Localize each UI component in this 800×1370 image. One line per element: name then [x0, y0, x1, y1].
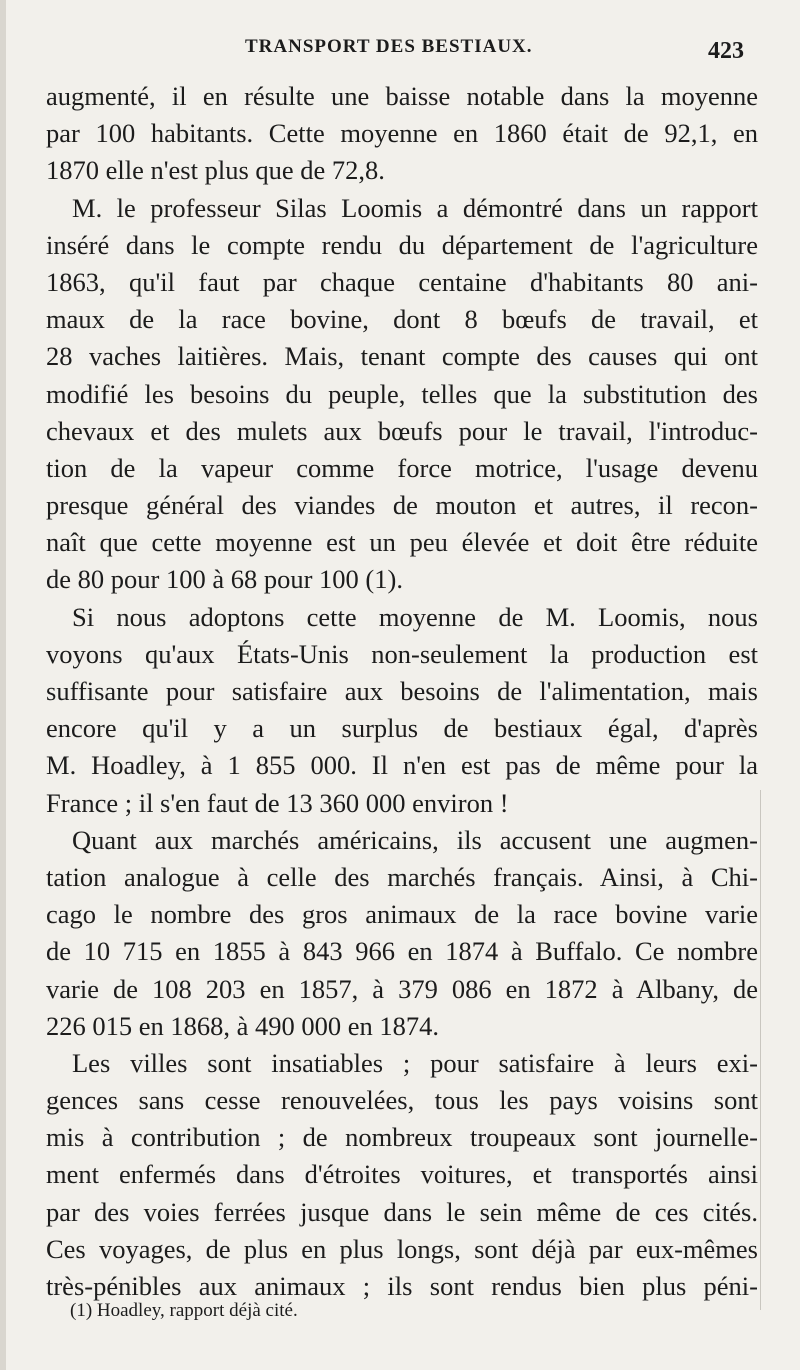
text-line: naît que cette moyenne est un peu élevée et doit être réduite	[46, 527, 758, 558]
text-line: de 10 715 en 1855 à 843 966 en 1874 à Buffalo. Ce nombre	[46, 936, 758, 967]
running-title: TRANSPORT DES BESTIAUX.	[245, 36, 533, 57]
page-edge	[0, 0, 6, 1370]
page-number: 423	[708, 38, 744, 64]
text-line: augmenté, il en résulte une baisse notable dans la moyenne	[46, 81, 758, 111]
body-text	[46, 78, 758, 1305]
text-line: 1863, qu'il faut par chaque centaine d'habitants 80 ani-	[46, 266, 758, 297]
footnote-rule	[46, 1294, 758, 1295]
text-line: Ces voyages, de plus en plus longs, sont déjà par eux-mêmes	[46, 1233, 758, 1264]
text-line: France ; il s'en faut de 13 360 000 environ !	[46, 787, 509, 818]
text-line: très-pénibles aux animaux ; ils sont rendus bien plus péni-	[46, 1271, 758, 1301]
text-line: mis à contribution ; de nombreux troupeaux sont journelle-	[46, 1122, 758, 1153]
text-line: maux de la race bovine, dont 8 bœufs de travail, et	[46, 304, 758, 335]
text-line: gences sans cesse renouvelées, tous les pays voisins sont	[46, 1085, 758, 1116]
text-line: 226 015 en 1868, à 490 000 en 1874.	[46, 1010, 440, 1041]
text-line: suffisante pour satisfaire aux besoins de l'alimentation, mais	[46, 676, 758, 706]
text-line: M. le professeur Silas Loomis a démontré dans un rapport	[72, 192, 758, 223]
text-line: presque général des viandes de mouton et autres, il recon-	[46, 490, 758, 521]
text-line: de 80 pour 100 à 68 pour 100 (1).	[46, 564, 403, 595]
text-line: 28 vaches laitières. Mais, tenant compte des causes qui ont	[46, 341, 758, 372]
text-line: cago le nombre des gros animaux de la race bovine varie	[46, 899, 758, 930]
show-through-frame	[760, 790, 769, 1310]
running-head	[0, 36, 800, 66]
text-line: Les villes sont insatiables ; pour satisfaire à leurs exi-	[72, 1047, 758, 1078]
text-line: Si nous adoptons cette moyenne de M. Loomis, nous	[72, 601, 758, 632]
text-line: chevaux et des mulets aux bœufs pour le travail, l'introduc-	[46, 415, 758, 446]
text-line: tation analogue à celle des marchés français. Ainsi, à Chi-	[46, 861, 758, 892]
text-line: encore qu'il y a un surplus de bestiaux égal, d'après	[46, 713, 758, 744]
text-line: par des voies ferrées jusque dans le sein même de ces cités.	[46, 1196, 758, 1227]
text-line: ment enfermés dans d'étroites voitures, et transportés ainsi	[46, 1159, 758, 1190]
text-line: M. Hoadley, à 1 855 000. Il n'en est pas de même pour la	[46, 750, 758, 781]
text-line: voyons qu'aux États-Unis non-seulement la production est	[46, 638, 758, 669]
text-line: par 100 habitants. Cette moyenne en 1860 était de 92,1, en	[46, 118, 758, 149]
footnote: (1) Hoadley, rapport déjà cité.	[70, 1300, 298, 1321]
text-line: Quant aux marchés américains, ils accusent une augmen-	[72, 824, 758, 855]
text-line: inséré dans le compte rendu du département de l'agriculture	[46, 229, 758, 260]
text-line: modifié les besoins du peuple, telles que la substitution des	[46, 378, 758, 409]
text-line: 1870 elle n'est plus que de 72,8.	[46, 155, 385, 186]
text-line: varie de 108 203 en 1857, à 379 086 en 1872 à Albany, de	[46, 973, 758, 1004]
text-line: tion de la vapeur comme force motrice, l'usage devenu	[46, 452, 758, 483]
